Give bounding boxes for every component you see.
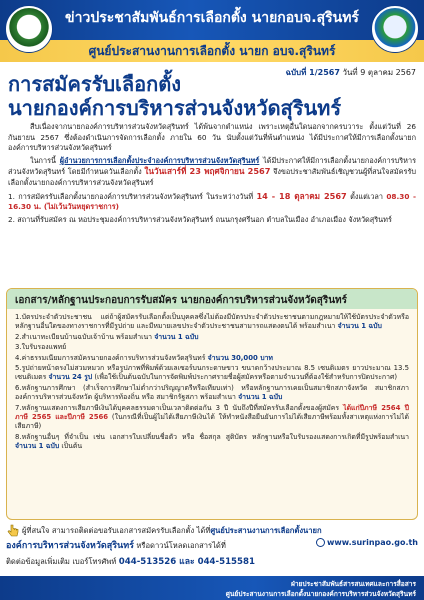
item1-dates: 14 - 18 ตุลาคม 2567 [256,190,347,201]
announcement-date: วันที่ 9 ตุลาคม 2567 [339,68,416,77]
election-commission-logo-icon [6,6,52,52]
document-item-quantity: จำนวน 1 ฉบับ [238,393,283,402]
footer-band [0,576,424,600]
document-item [15,313,409,332]
page-title-line2: นายกองค์การบริหารส่วนจังหวัดสุรินทร์ [8,96,342,120]
website-url[interactable]: www.surinpao.go.th [327,538,418,547]
footer-center: ศูนย์ประสานงานการเลือกตั้งนายกองค์การบริหารส่วนจังหวัดสุรินทร์ [225,590,416,598]
p2-mid: ได้มีประกาศให้มีการเลือกตั้งนายกองค์การบริหารส่วนจังหวัดสุรินทร์ โดยมีกำหนดวันเลือกตั้ง [8,155,416,177]
item1-text: 1. การสมัครรับเลือกตั้งนายกองค์การบริหารส่วนจังหวัดสุรินทร์ ในระหว่างวันที่ [8,191,257,201]
item1-time: 08.30 - 16.30 น. (ไม่เว้นวันหยุดราชการ) [8,191,417,212]
info-line1-text: ผู้ที่สนใจ สามารถติดต่อขอรับเอกสารสมัครรับเลือกตั้ง ได้ที่ [22,526,211,535]
phone-numbers: 044-513526 และ 044-515581 [118,557,255,567]
document-item-text: 3.ใบรับรองแพทย์ [15,343,67,352]
document-item-tail: (เพื่อใช้เป็นต้นฉบับในการจัดพิมพ์ประกาศรายชื่อผู้สมัครหรือตามจำนวนที่ต้องใช้สำหรับการปิดประกาศ) [92,373,398,382]
document-item-text: 1.บัตรประจำตัวประชาชน แต่ถ้าผู้สมัครรับเลือกตั้งเป็นบุคคลซึ่งไม่ต้องมีบัตรประจำตัวประชาชนตามกฎหมายให้ใช้บัตรประจำตัวหรือหลักฐานอื่นใดของทางราชการที่มีรูปถ่าย และมีหมายเลขประจำตัวประชาชนสามารถแสดงตนได้ พร้อมสำเนา [15,313,409,331]
documents-list [7,309,417,457]
organization-name: องค์การบริหารส่วนจังหวัดสุรินทร์ [6,541,134,551]
announcement-body [8,122,416,227]
p2-director: ผู้อำนวยการการเลือกตั้งประจำองค์การบริหารส่วนจังหวัดสุรินทร์ [59,155,260,165]
hand-pointer-icon [6,524,20,538]
document-item [15,343,409,352]
info-line-3 [6,554,255,568]
document-item-text: 2.สำเนาทะเบียนบ้านฉบับเจ้าบ้าน พร้อมสำเนา [15,332,155,341]
provincial-admin-logo-icon [372,6,418,52]
info-line1-center: ศูนย์ประสานงานการเลือกตั้งนายก [210,526,322,535]
document-item-text: 4.ค่าธรรมเนียมการสมัครนายกองค์การบริหารส่วนจังหวัดสุรินทร์ [15,353,208,362]
globe-icon [316,538,325,547]
contact-label: ติดต่อข้อมูลเพิ่มเติม เบอร์โทรศัพท์ [6,557,119,566]
p2-intro: ในการนี้ [30,155,60,165]
document-item [15,384,409,403]
header-subtitle: ศูนย์ประสานงานการเลือกตั้ง นายก อบจ.สุรินทร์ [88,44,336,58]
download-note: หรือดาวน์โหลดเอกสารได้ที่ [133,541,226,550]
document-item [15,354,409,363]
paragraph-2 [8,156,416,189]
document-item [15,404,409,432]
announcement-number [286,66,417,79]
announcement-number-label: ฉบับที่ 1/2567 [285,68,340,77]
document-item-quantity: จำนวน 30,000 บาท [207,353,273,362]
item-1 [8,191,416,213]
document-item-quantity: จำนวน 24 รูป [48,373,93,382]
paragraph-1: สืบเนื่องจากนายกองค์การบริหารส่วนจังหวัดสุรินทร์ ได้พ้นจากตำแหน่ง เพราะเหตุอื่นใดนอกจากครบวาระ ตั้งแต่วันที่ 26 กันยายน 2567 ซึ่งต้องดำเนินการจัดการเลือกตั้ง ภายใน 60 วัน นับตั้งแต่วันที่พ้นตำแหน่ง ได้มีประกาศให้มีการเลือกตั้งนายกองค์การบริหารส่วนจังหวัดสุรินทร์ [8,122,416,153]
document-item [15,364,409,383]
document-item-quantity: จำนวน 1 ฉบับ [15,442,60,451]
website-link[interactable] [316,538,418,547]
document-item-text: 5.รูปถ่ายหน้าตรงไม่สวมหมวก หรือรูปภาพที่พิมพ์ด้วยเลเซอร์บนกระดาษขาว ขนาดกว้างประมาณ 8.5 เซนติเมตร ยาวประมาณ 13.5 เซนติเมตร [15,364,409,382]
document-item-quantity: จำนวน 1 ฉบับ [154,332,199,341]
document-item-tail: เป็นต้น [59,442,83,451]
document-item-text: 6.หลักฐานการศึกษา (สำเร็จการศึกษาไม่ต่ำกว่าปริญญาตรีหรือเทียบเท่า) หรือหลักฐานการเคยเป็นสมาชิกสภาจังหวัด สมาชิกสภาองค์การบริหารส่วนจังหวัด ผู้บริหารท้องถิ่น หรือ สมาชิกรัฐสภา พร้อมสำเนา [15,383,409,402]
document-item-quantity: จำนวน 1 ฉบับ [337,322,382,331]
documents-box [6,288,418,520]
p2-election-date: ในวันเสาร์ที่ 23 พฤศจิกายน 2567 [144,166,271,177]
p2-end: จึงขอประชาสัมพันธ์เชิญชวนผู้ที่สนใจสมัครรับเลือกตั้งนายกองค์การบริหารส่วนจังหวัดสุรินทร์ [8,167,417,187]
header-title: ข่าวประชาสัมพันธ์การเลือกตั้ง นายกอบจ.สุรินทร์ [65,10,359,26]
document-item-tail: (ในกรณีที่เป็นผู้ไม่ได้เสียภาษีเงินได้ ให้ทำหนังสือยืนยันการไม่ได้เสียภาษีพร้อมทั้งสาเหตุแห่งการไม่ได้เสียภาษี) [15,413,409,431]
info-line-1 [22,525,418,537]
document-item-text: 8.หลักฐานอื่นๆ ที่จำเป็น เช่น เอกสารใบเปลี่ยนชื่อตัว หรือ ชื่อสกุล สูติบัตร หลักฐานหรือใบรับรองแสดงการเกิดที่มีรูปพร้อมสำเนา [15,432,409,441]
header-banner [0,0,424,62]
item1-time-label: ตั้งแต่เวลา [346,191,387,201]
document-item [15,333,409,342]
document-item [15,433,409,452]
item-2: 2. สถานที่รับสมัคร ณ หอประชุมองค์การบริหารส่วนจังหวัดสุรินทร์ ถนนกรุงศรีนอก ตำบลในเมือง อำเภอเมือง จังหวัดสุรินทร์ [8,214,392,224]
title-area [0,66,424,118]
footer-department: ฝ่ายประชาสัมพันธ์สารสนเทศและการสื่อสาร [290,580,416,588]
document-item-text: 7.หลักฐานแสดงการเสียภาษีเงินได้บุคคลธรรมดาเป็นเวลาติดต่อกัน 3 ปี นับถึงปีที่สมัครรับเลือกตั้งของผู้สมัคร [15,403,344,412]
document-item-tax-years: ได้แก่ปีภาษี 2564 ปีภาษี 2565 และปีภาษี 2566 [15,403,410,422]
page-title-line1: การสมัครรับเลือกตั้ง [8,72,181,96]
documents-heading: เอกสาร/หลักฐานประกอบการรับสมัคร นายกองค์การบริหารส่วนจังหวัดสุรินทร์ [7,289,417,309]
contact-info [6,524,418,574]
